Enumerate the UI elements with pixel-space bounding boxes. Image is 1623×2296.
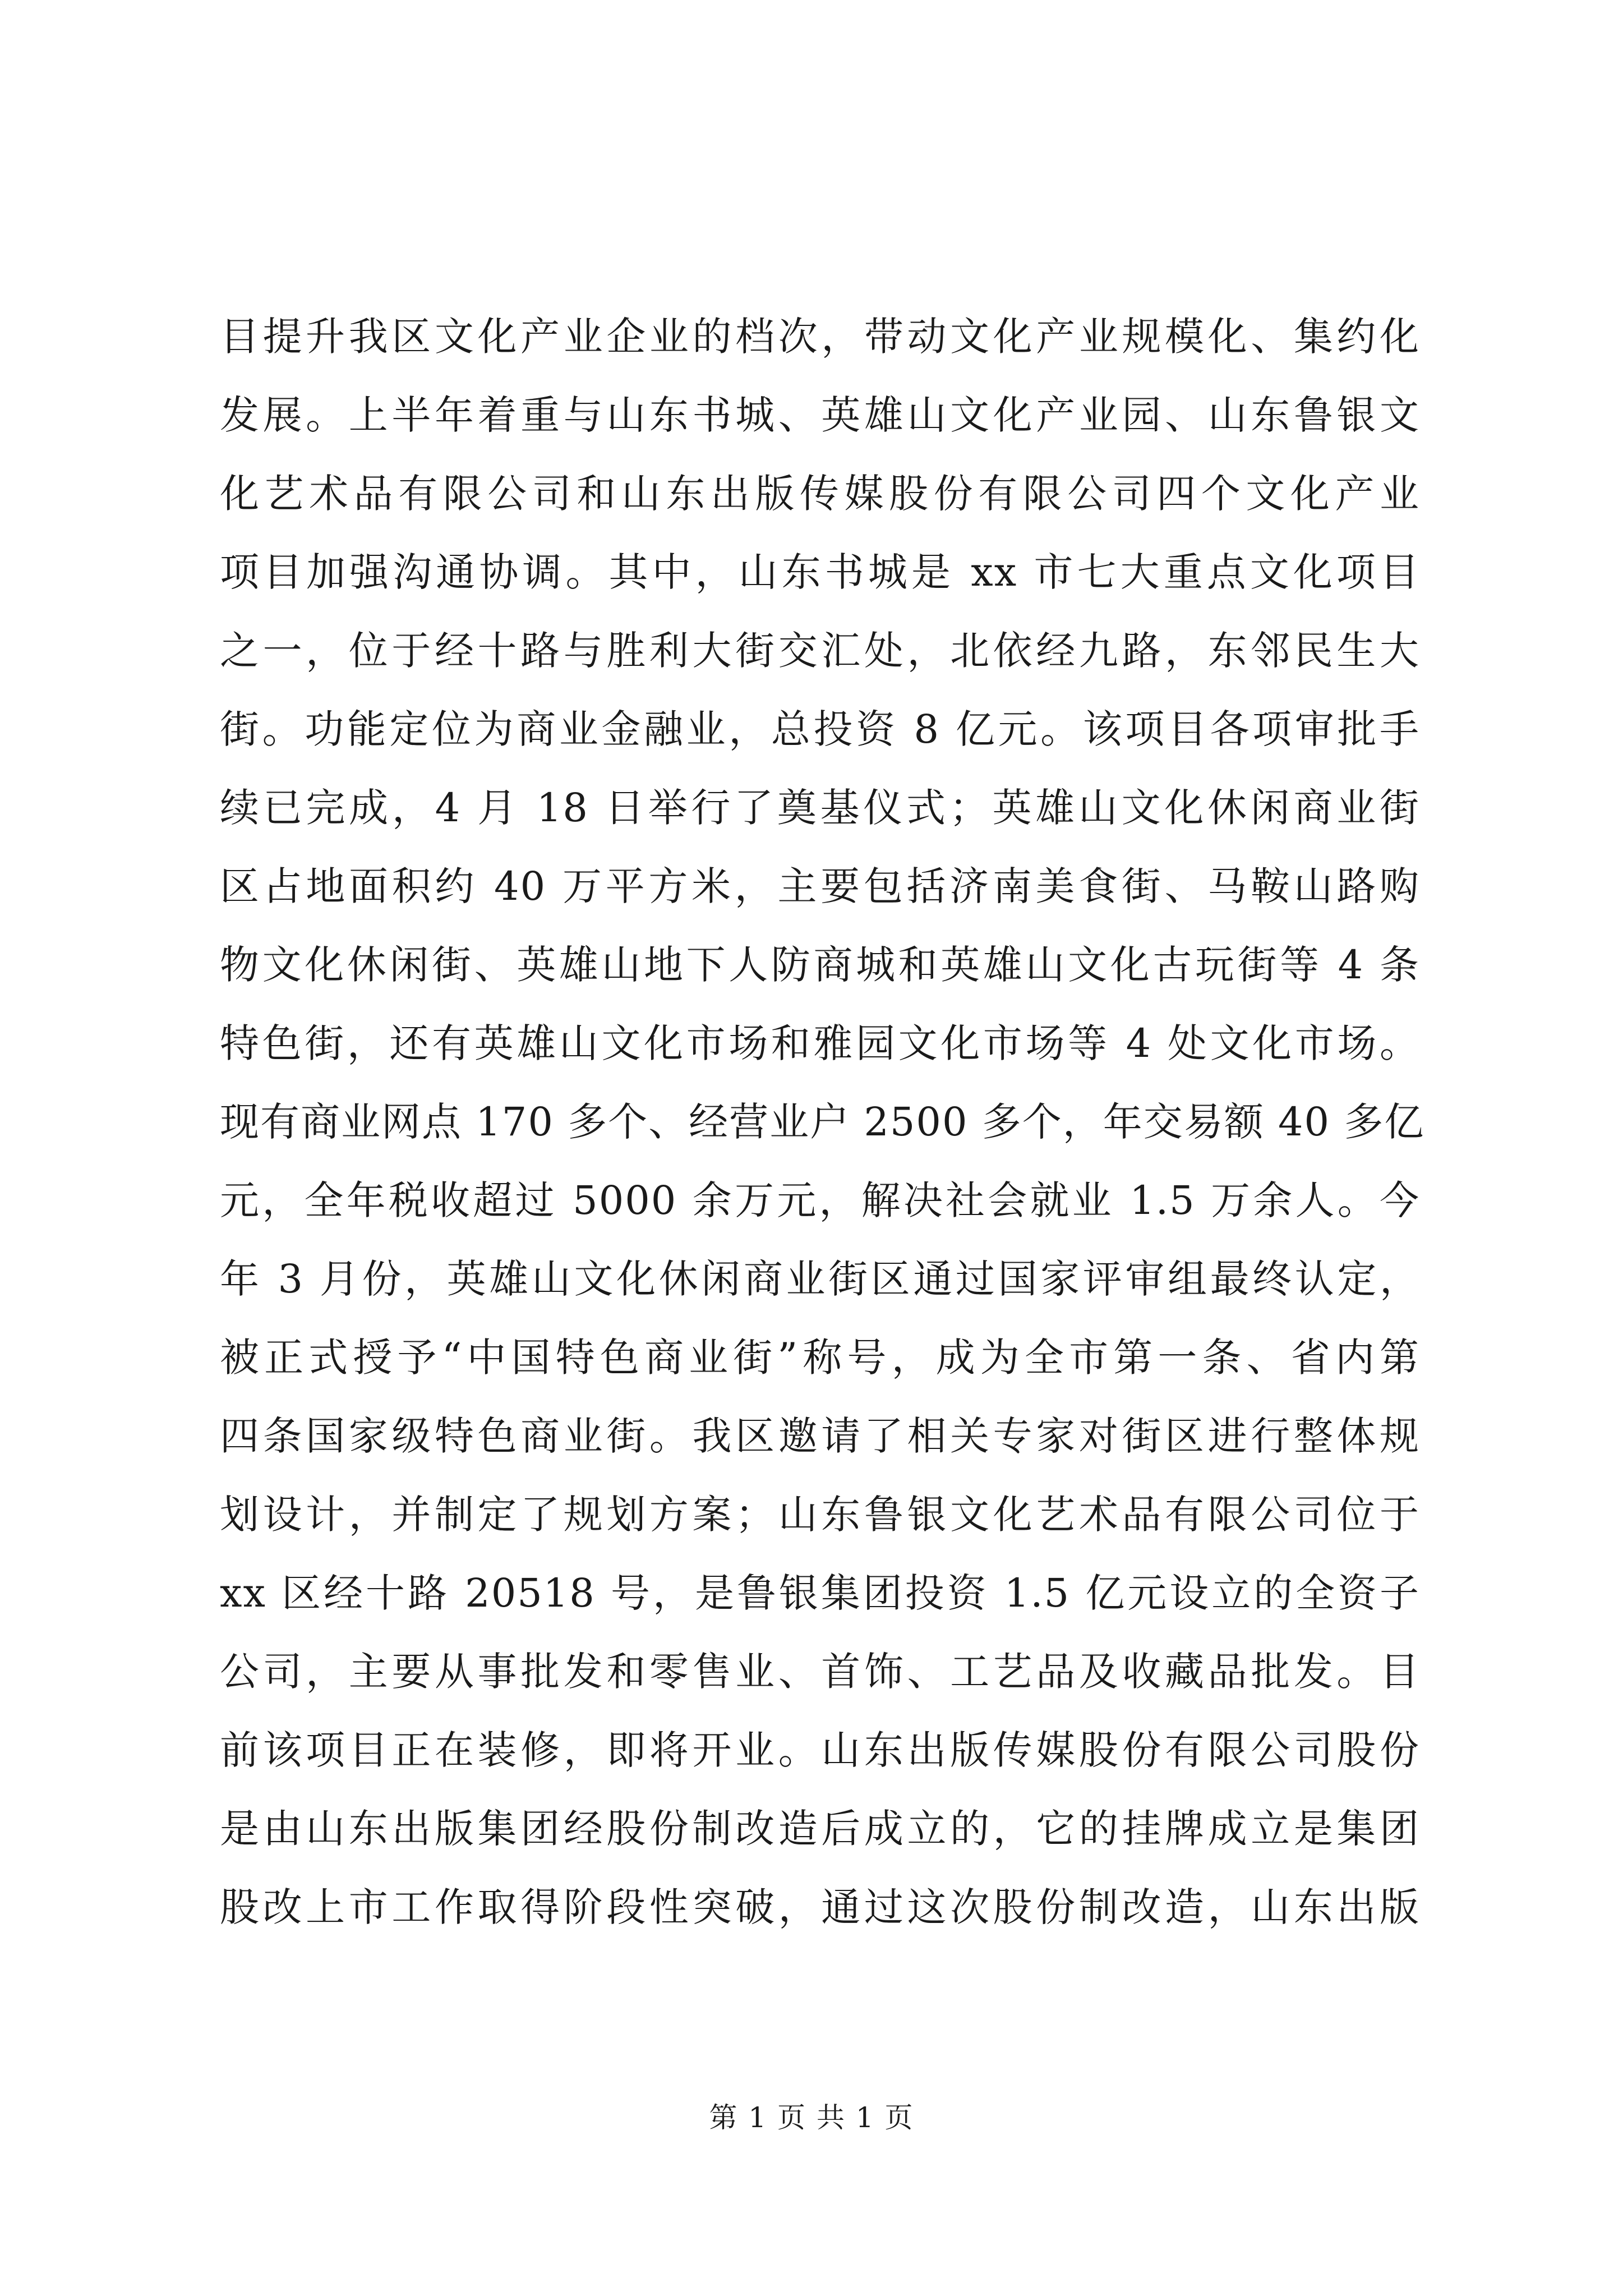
page-number-label: 第 1 页 共 1 页	[709, 2101, 914, 2134]
text-line: 被正式授予“中国特色商业街”称号，成为全市第一条、省内第	[220, 1335, 1420, 1381]
text-line: 元，全年税收超过 5000 余万元，解决社会就业 1.5 万余人。今	[220, 1177, 1420, 1223]
text-line: xx 区经十路 20518 号，是鲁银集团投资 1.5 亿元设立的全资子	[220, 1570, 1420, 1616]
text-line: 目提升我区文化产业企业的档次，带动文化产业规模化、集约化	[220, 314, 1420, 360]
text-line: 公司，主要从事批发和零售业、首饰、工艺品及收藏品批发。目	[220, 1649, 1420, 1695]
text-line: 街。功能定位为商业金融业，总投资 8 亿元。该项目各项审批手	[220, 706, 1420, 752]
text-line: 发展。上半年着重与山东书城、英雄山文化产业园、山东鲁银文	[220, 392, 1420, 438]
text-line: 物文化休闲街、英雄山地下人防商城和英雄山文化古玩街等 4 条	[220, 942, 1420, 988]
text-line: 年 3 月份，英雄山文化休闲商业街区通过国家评审组最终认定，	[220, 1256, 1420, 1302]
text-line: 前该项目正在装修，即将开业。山东出版传媒股份有限公司股份	[220, 1727, 1420, 1773]
page-footer	[0, 2098, 1623, 2137]
body-paragraph	[220, 297, 1425, 1947]
text-line: 现有商业网点 170 多个、经营业户 2500 多个，年交易额 40 多亿	[220, 1099, 1425, 1145]
text-line: 股改上市工作取得阶段性突破，通过这次股份制改造，山东出版	[220, 1884, 1420, 1930]
text-line: 是由山东出版集团经股份制改造后成立的，它的挂牌成立是集团	[220, 1806, 1420, 1852]
text-line: 四条国家级特色商业街。我区邀请了相关专家对街区进行整体规	[220, 1413, 1420, 1459]
text-line: 区占地面积约 40 万平方米，主要包括济南美食街、马鞍山路购	[220, 863, 1420, 909]
text-line: 续已完成，4 月 18 日举行了奠基仪式；英雄山文化休闲商业街	[220, 785, 1420, 831]
text-line: 项目加强沟通协调。其中，山东书城是 xx 市七大重点文化项目	[220, 549, 1420, 595]
text-line: 之一，位于经十路与胜利大街交汇处，北依经九路，东邻民生大	[220, 628, 1420, 674]
text-line: 特色街，还有英雄山文化市场和雅园文化市场等 4 处文化市场。	[220, 1020, 1420, 1066]
text-line: 划设计，并制定了规划方案；山东鲁银文化艺术品有限公司位于	[220, 1492, 1420, 1538]
text-line: 化艺术品有限公司和山东出版传媒股份有限公司四个文化产业	[220, 471, 1420, 517]
